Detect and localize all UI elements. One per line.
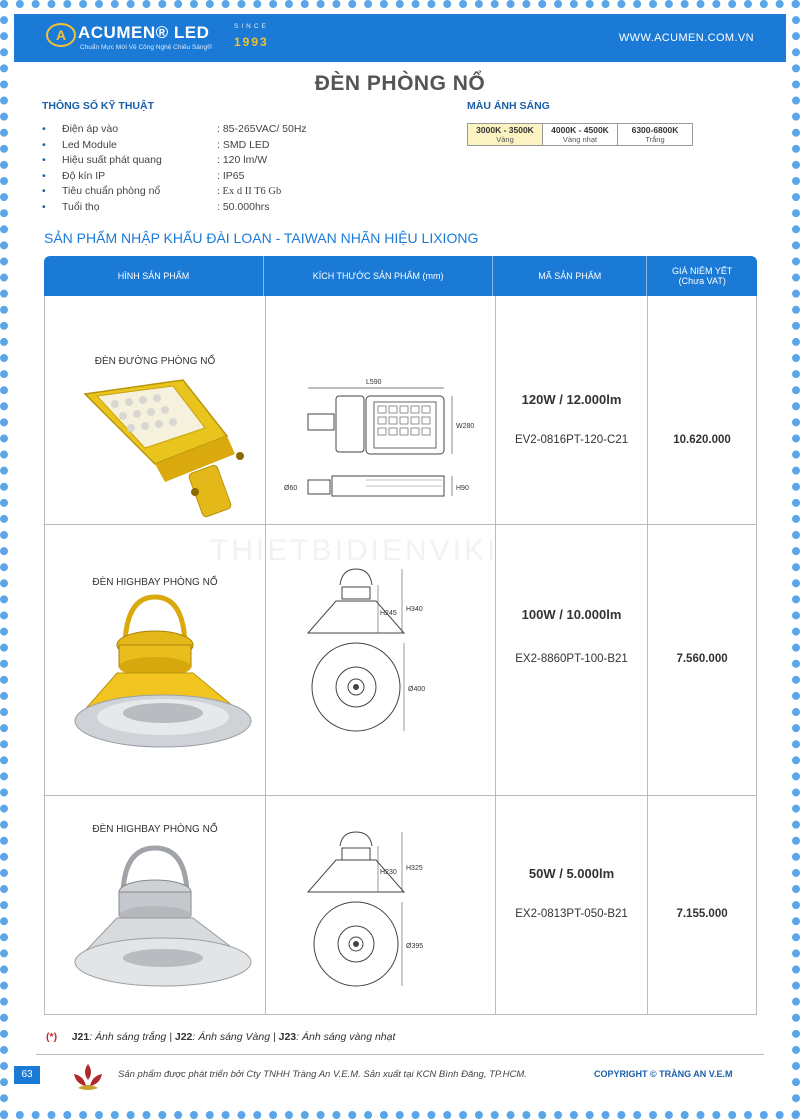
product-name: ĐÈN ĐƯỜNG PHÒNG NỔ bbox=[94, 356, 216, 367]
product-code-cell bbox=[496, 525, 648, 795]
power-rating: 120W / 12.000lm bbox=[521, 392, 622, 407]
page-title: ĐÈN PHÒNG NỔ bbox=[314, 72, 486, 95]
spec-item: • Led Module : SMD LED bbox=[42, 138, 270, 151]
product-code: EX2-8860PT-100-B21 bbox=[515, 653, 628, 665]
page bbox=[14, 14, 786, 1105]
price: 7.560.000 bbox=[676, 653, 728, 665]
highbay-50w-drawing bbox=[266, 796, 495, 1014]
import-heading: SẢN PHẨM NHẬP KHẨU ĐÀI LOAN - TAIWAN NHÃN HIỆU LIXIONG bbox=[44, 230, 479, 246]
table-row bbox=[44, 296, 757, 525]
dimension-drawing-cell bbox=[266, 796, 496, 1014]
price-cell bbox=[648, 296, 757, 524]
header-price: GIÁ NIÊM YẾT (Chưa VAT) bbox=[672, 266, 733, 286]
specs-heading: THÔNG SỐ KỸ THUẬT bbox=[42, 100, 154, 112]
light-code-note: (*) J21: Ánh sáng trắng | J22: Ánh sáng Vàng | J23: Ánh sáng vàng nhạt bbox=[46, 1031, 396, 1043]
price: 10.620.000 bbox=[673, 434, 731, 446]
footer-divider bbox=[36, 1054, 764, 1055]
product-code-cell bbox=[496, 296, 648, 524]
product-code: EV2-0816PT-120-C21 bbox=[514, 434, 629, 446]
svg-text:H325: H325 bbox=[406, 865, 423, 872]
header-image: HÌNH SẢN PHẨM bbox=[44, 256, 264, 296]
header-code: MÃ SẢN PHẨM bbox=[493, 256, 647, 296]
page-number: 63 bbox=[14, 1066, 40, 1084]
product-code-cell bbox=[496, 796, 648, 1014]
header-size: KÍCH THƯỚC SẢN PHẨM (mm) bbox=[264, 256, 493, 296]
product-image-cell bbox=[45, 796, 266, 1014]
svg-text:H230: H230 bbox=[380, 869, 397, 876]
brand-name: ACUMEN® LED bbox=[78, 23, 210, 42]
svg-text:Ø400: Ø400 bbox=[408, 686, 426, 693]
color-option-white: 6300-6800K Trắng bbox=[631, 125, 679, 144]
header-bar bbox=[14, 14, 786, 62]
color-option-neutral: 4000K - 4500K Vàng nhạt bbox=[543, 124, 618, 145]
product-table bbox=[44, 256, 757, 1015]
product-image-cell bbox=[45, 296, 266, 524]
copyright: COPYRIGHT © TRÀNG AN V.E.M bbox=[594, 1069, 733, 1079]
brand-logo-icon: A bbox=[46, 23, 76, 47]
spec-item: • Hiệu suất phát quang : 120 lm/W bbox=[42, 154, 268, 167]
svg-text:H90: H90 bbox=[456, 485, 469, 492]
since-label: SINCE bbox=[234, 23, 269, 30]
specs-list bbox=[42, 122, 402, 216]
svg-text:H340: H340 bbox=[406, 606, 423, 613]
color-option-warm: 3000K - 3500K Vàng bbox=[468, 124, 543, 145]
watermark: THIETBIDIENVIKI bbox=[210, 534, 499, 567]
spec-item: • Điện áp vào : 85-265VAC/ 50Hz bbox=[42, 123, 307, 135]
spec-item: • Độ kín IP : IP65 bbox=[42, 169, 245, 182]
table-row bbox=[44, 796, 757, 1015]
website-link[interactable]: WWW.ACUMEN.COM.VN bbox=[618, 32, 754, 44]
dimension-drawing-cell bbox=[266, 296, 496, 524]
spec-item: • Tuổi thọ : 50.000hrs bbox=[42, 200, 270, 213]
svg-text:Ø60: Ø60 bbox=[284, 485, 298, 492]
product-code: EX2-0813PT-050-B21 bbox=[515, 908, 628, 920]
svg-text:Ø395: Ø395 bbox=[406, 943, 424, 950]
price-cell bbox=[648, 525, 757, 795]
price-cell bbox=[648, 796, 757, 1014]
company-emblem-icon bbox=[68, 1060, 108, 1094]
light-color-heading: MÀU ÁNH SÁNG bbox=[467, 100, 550, 112]
light-color-table bbox=[467, 123, 693, 146]
power-rating: 100W / 10.000lm bbox=[521, 607, 622, 622]
product-name: ĐÈN HIGHBAY PHÒNG NỔ bbox=[92, 577, 218, 588]
svg-text:W280: W280 bbox=[456, 423, 475, 430]
svg-text:H245: H245 bbox=[380, 610, 397, 617]
product-name: ĐÈN HIGHBAY PHÒNG NỔ bbox=[92, 824, 218, 835]
street-light-image bbox=[45, 296, 265, 524]
brand-tagline: Chuẩn Mực Mới Về Công Nghệ Chiếu Sáng® bbox=[80, 44, 212, 51]
spec-item: • Tiêu chuẩn phòng nổ : Ex d II T6 Gb bbox=[42, 185, 282, 198]
table-header bbox=[44, 256, 757, 296]
power-rating: 50W / 5.000lm bbox=[528, 866, 615, 881]
svg-text:L590: L590 bbox=[366, 379, 382, 386]
street-light-drawing bbox=[266, 296, 495, 524]
since-year: 1993 bbox=[234, 35, 269, 49]
price: 7.155.000 bbox=[676, 908, 728, 920]
footer-text: Sản phẩm được phát triển bởi Cty TNHH Tràng An V.E.M. Sản xuất tại KCN Bình Đăng, TP.HCM. bbox=[118, 1069, 527, 1080]
